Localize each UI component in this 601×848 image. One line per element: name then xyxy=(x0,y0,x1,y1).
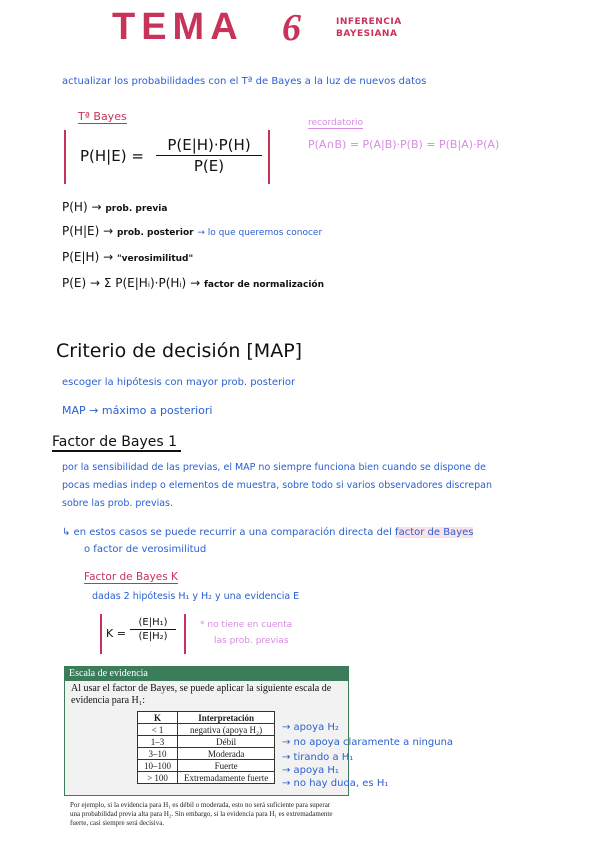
page-title: TEMA xyxy=(112,6,244,48)
term-arrow: → xyxy=(190,276,201,290)
bayes-fraction xyxy=(156,136,262,175)
annotation: → no apoya claramente a ninguna xyxy=(282,737,454,748)
bayes-lhs: P(H|E) = xyxy=(80,147,144,165)
factor-para-line-1: por la sensibilidad de las previas, el MAP no siempre funciona bien cuando se dispone de xyxy=(62,462,487,473)
factor-arrow-line-1 xyxy=(62,527,473,538)
bayes-denominator: P(E) xyxy=(193,157,225,175)
term-desc: factor de normalización xyxy=(203,280,325,290)
footnote-line-3: fuerte, casi siempre será decisiva. xyxy=(70,819,165,827)
factor-arrow-text: ↳ en estos casos se puede recurrir a una comparación directa del xyxy=(62,527,392,538)
map-line-2: MAP → máximo a posteriori xyxy=(62,404,213,417)
subtitle-line-2: BAYESIANA xyxy=(336,29,398,39)
table-cell-interpretation: Extremadamente fuerte xyxy=(178,772,275,784)
table-cell-k: 10–100 xyxy=(138,760,178,772)
table-header-row xyxy=(138,712,275,724)
evidence-table xyxy=(137,711,275,784)
evidence-box-title: Escala de evidencia xyxy=(65,667,348,681)
bayes-numerator: P(E|H)·P(H) xyxy=(156,136,262,156)
table-cell-k: 1–3 xyxy=(138,736,178,748)
table-row xyxy=(138,760,275,772)
k-numerator: (E|H₁) xyxy=(130,617,176,630)
factor-para-line-3: sobre las prob. previas. xyxy=(62,498,174,509)
term-row xyxy=(62,224,322,238)
k-denominator: (E|H₂) xyxy=(138,631,168,642)
k-note-line-1: * no tiene en cuenta xyxy=(200,620,293,630)
table-cell-k: < 1 xyxy=(138,724,178,736)
evidence-footnote xyxy=(70,801,332,828)
table-cell-k: > 100 xyxy=(138,772,178,784)
term-arrow: → xyxy=(103,250,114,264)
term-desc: "verosimilitud" xyxy=(116,254,194,264)
annotation: → tirando a H₁ xyxy=(282,752,354,763)
map-heading: Criterio de decisión [MAP] xyxy=(56,340,303,362)
annotation: → apoya H₁ xyxy=(282,765,339,776)
factor-k-given: dadas 2 hipótesis H₁ y H₂ y una evidencia E xyxy=(92,591,300,602)
evidence-intro-line-1: Al usar el factor de Bayes, se puede aplicar la siguiente escala de xyxy=(71,683,332,694)
term-symbol: P(H|E) xyxy=(62,224,100,238)
factor-k-heading: Factor de Bayes K xyxy=(84,571,178,583)
table-cell-interpretation: Fuerte xyxy=(178,760,275,772)
reminder-formula: P(A∩B) = P(A|B)·P(B) = P(B|A)·P(A) xyxy=(308,138,500,151)
table-cell-interpretation: negativa (apoya H₂) xyxy=(178,724,275,736)
topic-number: 6 xyxy=(282,7,301,49)
table-cell-interpretation: Débil xyxy=(178,736,275,748)
term-note: → lo que queremos conocer xyxy=(197,228,323,238)
column-header-interpretation: Interpretación xyxy=(178,712,275,724)
intro-text: actualizar los probabilidades con el Tª de Bayes a la luz de nuevos datos xyxy=(62,76,427,87)
footnote-line-2: una probabilidad previa alta para H₂. Sin embargo, si la evidencia para H₁ es extremadamente xyxy=(70,810,333,818)
term-arrow: → xyxy=(91,200,102,214)
factor-arrow-line-2: o factor de verosimilitud xyxy=(84,544,207,555)
term-arrow: → xyxy=(103,224,114,238)
evidence-intro xyxy=(65,681,348,709)
table-cell-interpretation: Moderada xyxy=(178,748,275,760)
table-row xyxy=(138,748,275,760)
k-lhs: K = xyxy=(106,627,126,640)
reminder-label: recordatorio xyxy=(308,118,364,128)
k-fraction xyxy=(130,617,176,642)
factor-heading: Factor de Bayes 1 xyxy=(52,434,181,452)
map-line-1: escoger la hipótesis con mayor prob. posterior xyxy=(62,377,296,388)
evidence-intro-line-2: evidencia para H₁: xyxy=(71,695,146,706)
term-row xyxy=(62,200,167,214)
term-desc: prob. previa xyxy=(105,204,168,214)
subtitle-line-1: INFERENCIA xyxy=(336,17,402,27)
page-subtitle xyxy=(336,16,402,40)
term-row xyxy=(62,250,193,264)
term-symbol: P(E) → Σ P(E|Hᵢ)·P(Hᵢ) xyxy=(62,276,187,290)
factor-highlight: factor de Bayes xyxy=(395,527,474,538)
column-header-k: K xyxy=(138,712,178,724)
term-symbol: P(H) xyxy=(62,200,88,214)
term-desc: prob. posterior xyxy=(116,228,194,238)
annotation: → no hay duda, es H₁ xyxy=(282,778,389,789)
annotation: → apoya H₂ xyxy=(282,722,339,733)
term-symbol: P(E|H) xyxy=(62,250,100,264)
table-cell-k: 3–10 xyxy=(138,748,178,760)
k-note-line-2: las prob. previas xyxy=(214,636,289,646)
table-row xyxy=(138,736,275,748)
factor-para-line-2: pocas medias indep o elementos de muestra, sobre todo si varios observadores discrepan xyxy=(62,480,492,491)
term-row xyxy=(62,276,324,290)
footnote-line-1: Por ejemplo, si la evidencia para H₁ es débil o moderada, esto no será suficiente para superar xyxy=(70,801,331,809)
table-row xyxy=(138,724,275,736)
table-row xyxy=(138,772,275,784)
bayes-heading: Tª Bayes xyxy=(78,110,127,123)
